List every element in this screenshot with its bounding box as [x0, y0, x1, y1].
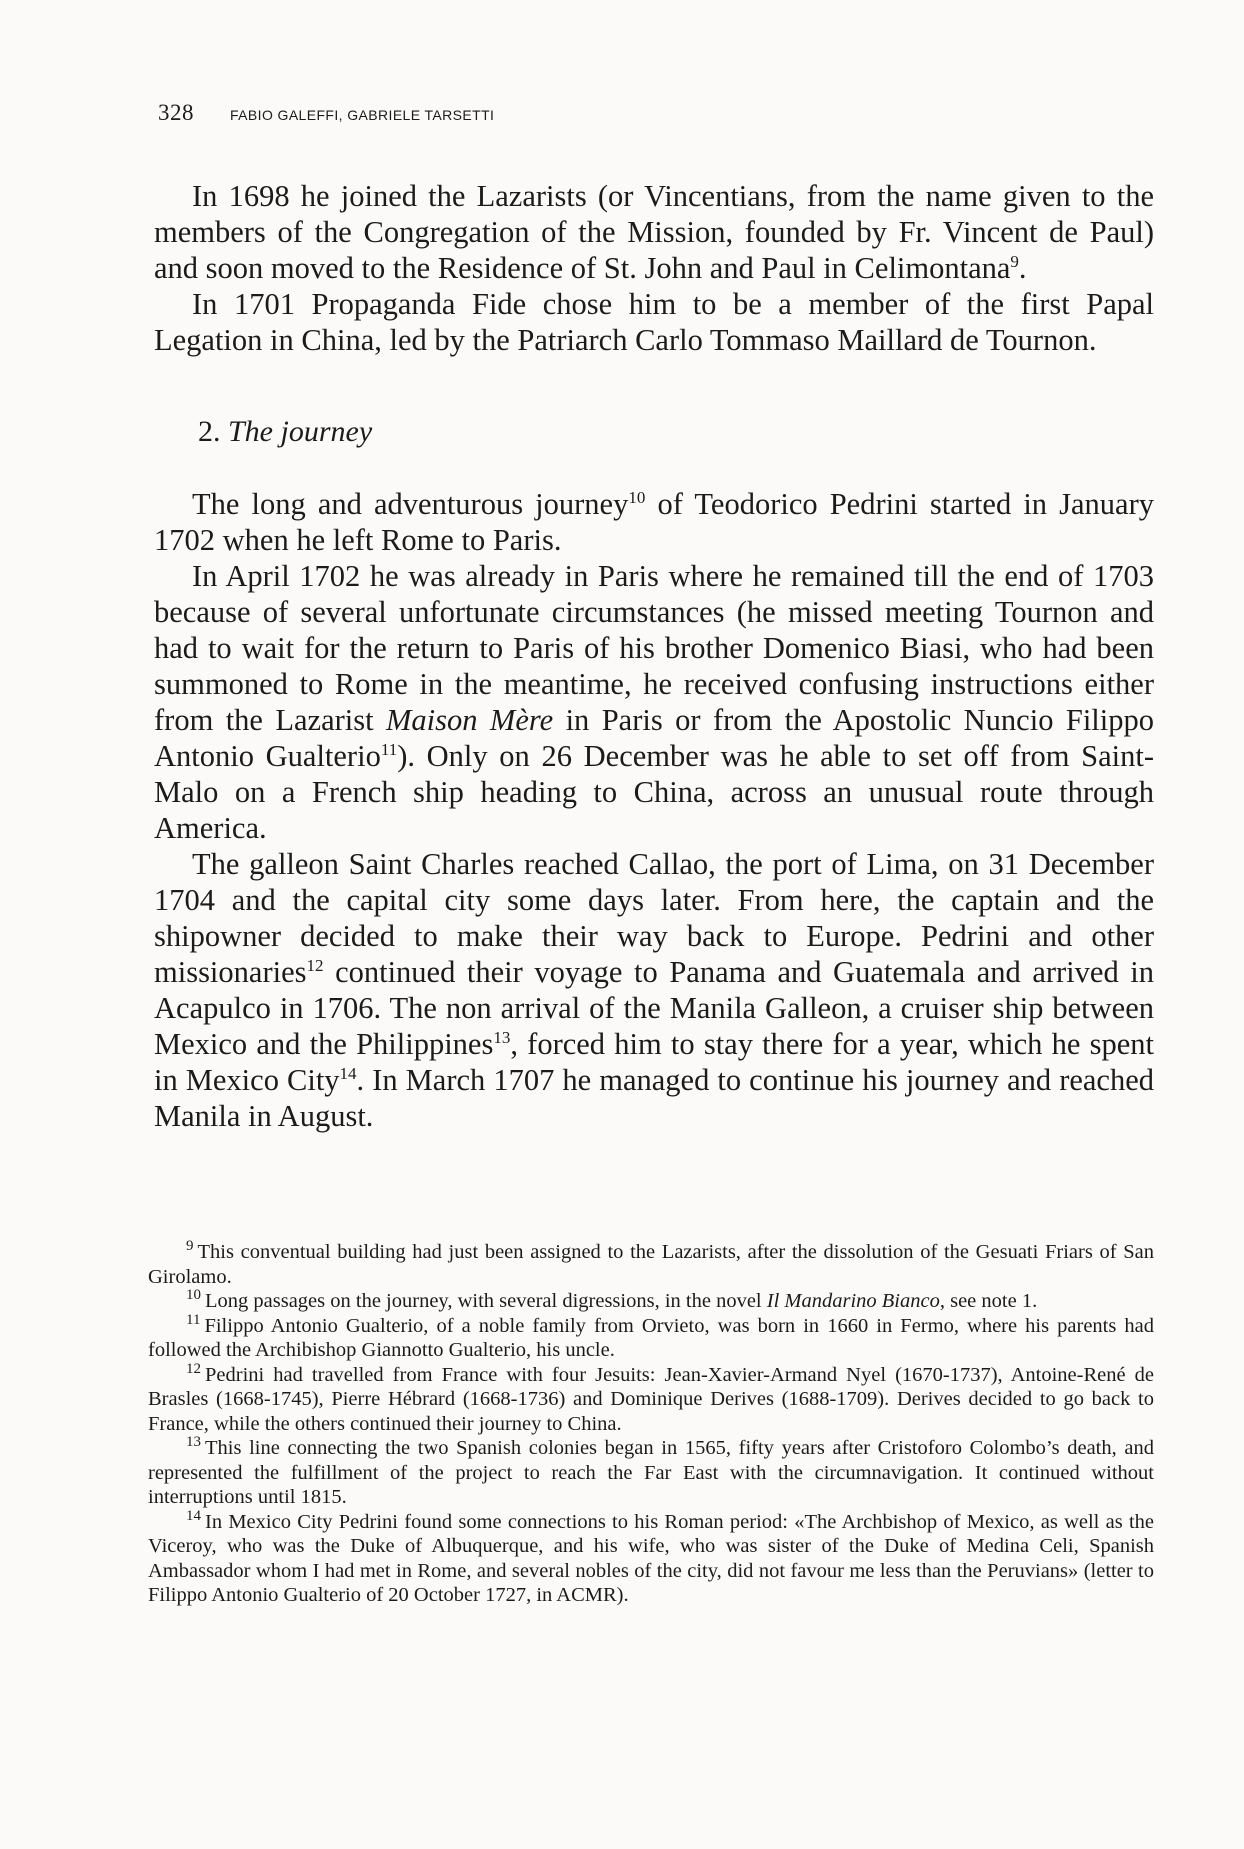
- footnote-text: Long passages on the journey, with several digressions, in the novel: [205, 1290, 767, 1312]
- paragraph-text: continued their voyage to Panama and Guatemala and arrived in Acapulco in 1706. The non arrival of the Manila Galleon, a cruiser ship between Mexico and the Philippines: [154, 955, 1154, 1061]
- paragraph: [154, 846, 1154, 1134]
- footnote-ref: 9: [1010, 251, 1019, 271]
- footnote-ref: 10: [628, 487, 646, 507]
- footnote-text: Pedrini had travelled from France with four Jesuits: Jean-Xavier-Armand Nyel (1670-1737), Antoine-René de Brasles (1668-1745), Pierre Hébrard (1668-1736) and Dominique Derives (1688-1709). Derives decided to go back to France, while the others continued their journey to China.: [148, 1363, 1154, 1435]
- footnote-number: 11: [186, 1311, 201, 1328]
- page-number: 328: [158, 100, 194, 125]
- paragraph-text: In April 1702 he was already in Paris where he remained till the end of 1703 because of several unfortunate circumstances (he missed meeting Tournon and had to wait for the return to Paris of his brother Domenico Biasi, who had been summoned to Rome in the meantime, he received confusing instructions either from the Lazarist: [154, 559, 1154, 737]
- paragraph: In 1701 Propaganda Fide chose him to be a member of the first Papal Legation in China, led by the Patriarch Carlo Tommaso Maillard de Tournon.: [154, 287, 1154, 357]
- paragraph-text: The galleon Saint Charles reached Callao, the port of Lima, on 31 December 1704 and the capital city some days later. From here, the captain and the shipowner decided to make their way back to Europe. Pedrini and other missionaries: [154, 847, 1154, 989]
- journey-text: [154, 486, 1154, 1134]
- footnote-number: 14: [186, 1507, 201, 1524]
- footnote: [148, 1436, 1154, 1510]
- footnote-number: 12: [186, 1360, 201, 1377]
- intro-text: [154, 178, 1154, 358]
- footnote-number: 9: [186, 1238, 194, 1255]
- footnote-number: 13: [186, 1434, 201, 1451]
- running-head: [158, 100, 494, 126]
- footnote: [148, 1360, 1154, 1437]
- footnote-ref: 14: [339, 1063, 357, 1083]
- paragraph-text: The long and adventurous journey: [192, 487, 629, 521]
- section-heading: [198, 415, 372, 449]
- footnote: [148, 1289, 1154, 1314]
- footnote-text: This conventual building had just been assigned to the Lazarists, after the dissolution of the Gesuati Friars of San Girolamo.: [148, 1241, 1154, 1288]
- footnote: [148, 1311, 1154, 1363]
- footnote-text: This line connecting the two Spanish colonies began in 1565, fifty years after Cristoforo Colombo’s death, and represented the fulfillment of the project to reach the Far East with the circumnavigation. It continued without interruptions until 1815.: [148, 1437, 1154, 1508]
- footnote: [148, 1507, 1154, 1608]
- section-title: The journey: [228, 415, 373, 448]
- paragraph: [154, 486, 1154, 558]
- footnote-text: In Mexico City Pedrini found some connections to his Roman period: «The Archbishop of Mexico, as well as the Viceroy, who was the Duke of Albuquerque, and his wife, who was sister of the Duke of Medina Celi, Spanish Ambassador whom I had met in Rome, and several nobles of the city, did not favour me less than the Peruvians» (letter to Filippo Antonio Gualterio of 20 October 1727, in ACMR).: [148, 1510, 1154, 1606]
- footnote: [148, 1240, 1154, 1289]
- paragraph-text: ). Only on 26 December was he able to set off from Saint-Malo on a French ship heading to China, across an unusual route through America.: [154, 739, 1155, 845]
- footnote-ref: 11: [380, 739, 398, 759]
- running-head-authors: FABIO GALEFFI, GABRIELE TARSETTI: [230, 107, 495, 123]
- footnote-ref: 13: [493, 1027, 511, 1047]
- paragraph: [154, 178, 1154, 286]
- footnote-italic-title: Il Mandarino Bianco: [766, 1290, 940, 1312]
- section-number: 2.: [198, 415, 221, 448]
- paragraph-text: .: [1018, 251, 1027, 285]
- footnote-text: , see note 1.: [939, 1290, 1038, 1312]
- paragraph-text: . In March 1707 he managed to continue his journey and reached Manila in August.: [154, 1063, 1154, 1133]
- paragraph: [154, 558, 1154, 846]
- paragraph-text: of Teodorico Pedrini started in January 1702 when he left Rome to Paris.: [154, 487, 1155, 557]
- footnote-number: 10: [186, 1287, 201, 1304]
- paragraph-text: in Paris or from the Apostolic Nuncio Filippo Antonio Gualterio: [154, 703, 1154, 773]
- footnote-text: Filippo Antonio Gualterio, of a noble family from Orvieto, was born in 1660 in Fermo, where his parents had followed the Archibishop Giannotto Gualterio, his uncle.: [148, 1314, 1154, 1361]
- italic-term: Maison Mère: [386, 703, 554, 737]
- paragraph-text: , forced him to stay there for a year, which he spent in Mexico City: [154, 1027, 1155, 1097]
- footnote-ref: 12: [306, 955, 324, 975]
- footnotes: [148, 1240, 1154, 1608]
- paragraph-text: In 1698 he joined the Lazarists (or Vincentians, from the name given to the members of the Congregation of the Mission, founded by Fr. Vincent de Paul) and soon moved to the Residence of St. John and Paul in Celimontana: [154, 179, 1154, 285]
